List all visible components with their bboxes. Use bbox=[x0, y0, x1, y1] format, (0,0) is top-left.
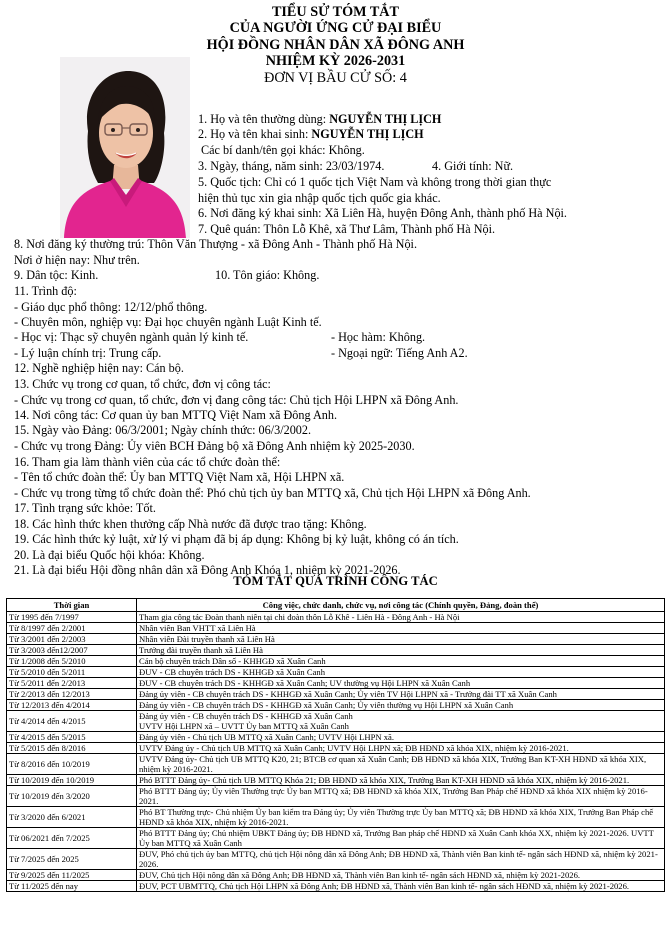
field-aliases: Các bí danh/tên gọi khác: Không. bbox=[201, 143, 365, 157]
field-birth-date: 3. Ngày, tháng, năm sinh: 23/03/1974. bbox=[198, 159, 385, 173]
table-row bbox=[7, 828, 665, 849]
table-row bbox=[7, 645, 665, 656]
field-education-heading: 11. Trình độ: bbox=[14, 284, 77, 298]
row-time: Từ 7/2025 đến 2025 bbox=[7, 849, 137, 870]
table-row bbox=[7, 700, 665, 711]
field-degree: - Học vị: Thạc sỹ chuyên ngành quản lý kinh tế. bbox=[14, 330, 249, 344]
electoral-unit: ĐƠN VỊ BẦU CỬ SỐ: 4 bbox=[264, 70, 407, 86]
common-name-value: NGUYỄN THỊ LỊCH bbox=[329, 112, 442, 126]
field-common-name: 1. Họ và tên thường dùng: NGUYỄN THỊ LỊCH bbox=[198, 112, 442, 126]
field-ethnicity: 9. Dân tộc: Kinh. bbox=[14, 268, 99, 282]
field-political-theory: - Lý luận chính trị: Trung cấp. bbox=[14, 346, 162, 360]
field-gender: 4. Giới tính: Nữ. bbox=[432, 159, 514, 173]
field-party-position: - Chức vụ trong Đảng: Ủy viên BCH Đảng bộ xã Đông Anh nhiệm kỳ 2025-2030. bbox=[14, 439, 415, 453]
row-time: Từ 3/2003 đến12/2007 bbox=[7, 645, 137, 656]
field-nationality: 5. Quốc tịch: Chỉ có 1 quốc tịch Việt Nam và không trong thời gian thực bbox=[198, 175, 552, 189]
table-row bbox=[7, 667, 665, 678]
table-row bbox=[7, 807, 665, 828]
birth-name-value: NGUYỄN THỊ LỊCH bbox=[311, 127, 424, 141]
row-role: Phó BT Thường trực- Chủ nhiệm Ủy ban kiểm tra Đảng ủy; Ủy viên Thường trực Ủy ban MTTQ xã; ĐB HĐND xã khóa XIX, Trưởng Ban Pháp chế HĐND xã khóa XIX, nhiệm kỳ 2016-2021. bbox=[137, 807, 665, 828]
row-role: Cán bộ chuyên trách Dân số - KHHGĐ xã Xuân Canh bbox=[137, 656, 665, 667]
field-organization-names: - Tên tổ chức đoàn thể: Ủy ban MTTQ Việt Nam xã, Hội LHPN xã. bbox=[14, 470, 345, 484]
row-time: Từ 06/2021 đến 7/2025 bbox=[7, 828, 137, 849]
row-role: ĐUV - CB chuyên trách DS - KHHGĐ xã Xuân Canh bbox=[137, 667, 665, 678]
row-time: Từ 12/2013 đến 4/2014 bbox=[7, 700, 137, 711]
column-header-time: Thời gian bbox=[7, 599, 137, 612]
row-role: ĐUV, PCT UBMTTQ, Chủ tịch Hội LHPN xã Đông Anh; ĐB HĐND xã, Thành viên Ban kinh tế- ngân sách HĐND xã, nhiệm kỳ 2021-2026. bbox=[137, 881, 665, 892]
table-row bbox=[7, 870, 665, 881]
row-time: Từ 3/2020 đến 6/2021 bbox=[7, 807, 137, 828]
row-role: Nhân viên Ban VHTT xã Liên Hà bbox=[137, 623, 665, 634]
work-history-title: TÓM TẮT QUÁ TRÌNH CÔNG TÁC bbox=[233, 574, 438, 588]
row-role: ĐUV, Chủ tịch Hội nông dân xã Đông Anh; ĐB HĐND xã, Thành viên Ban kinh tế- ngân sách HĐND xã, nhiệm kỳ 2021-2026. bbox=[137, 870, 665, 881]
row-time: Từ 10/2019 đến 10/2019 bbox=[7, 775, 137, 786]
row-role: UVTV Đảng ủy- Chủ tịch UB MTTQ K20, 21; BTCB cơ quan xã Xuân Canh; ĐB HĐND xã khóa XIX, Trưởng Ban KT-XH HĐND xã khóa XIX, nhiệm kỳ 2016-2021. bbox=[137, 754, 665, 775]
row-role: Trưởng đài truyền thanh xã Liên Hà bbox=[137, 645, 665, 656]
table-row bbox=[7, 656, 665, 667]
row-role: Đảng ủy viên - Chủ tịch UB MTTQ xã Xuân Canh; UVTV Hội LHPN xã. bbox=[137, 732, 665, 743]
row-role: Tham gia công tác Đoàn thanh niên tại chi đoàn thôn Lỗ Khê - Liên Hà - Đông Anh - Hà Nội bbox=[137, 612, 665, 623]
row-time: Từ 5/2011 đến 2/2013 bbox=[7, 678, 137, 689]
council-name: HỘI ĐỒNG NHÂN DÂN XÃ ĐÔNG ANH bbox=[206, 37, 465, 53]
table-row bbox=[7, 849, 665, 870]
row-role: ĐUV, Phó chủ tịch ủy ban MTTQ, chủ tịch Hội nông dân xã Đông Anh; ĐB HĐND xã, Thành viên Ban kinh tế- ngân sách HĐND xã, nhiệm kỳ 2021-2026. bbox=[137, 849, 665, 870]
field-workplace: 14. Nơi công tác: Cơ quan ủy ban MTTQ Việt Nam xã Đông Anh. bbox=[14, 408, 338, 422]
table-row bbox=[7, 881, 665, 892]
field-current-position: - Chức vụ trong cơ quan, tổ chức, đơn vị đang công tác: Chủ tịch Hội LHPN xã Đông Anh. bbox=[14, 393, 459, 407]
table-row bbox=[7, 623, 665, 634]
row-time: Từ 1/2008 đến 5/2010 bbox=[7, 656, 137, 667]
field-birth-name: 2. Họ và tên khai sinh: NGUYỄN THỊ LỊCH bbox=[198, 127, 424, 141]
table-row bbox=[7, 711, 665, 732]
doc-title: TIỂU SỬ TÓM TẮT bbox=[271, 4, 400, 20]
row-time: Từ 4/2015 đến 5/2015 bbox=[7, 732, 137, 743]
row-time: Từ 5/2015 đến 8/2016 bbox=[7, 743, 137, 754]
row-time: Từ 5/2010 đến 5/2011 bbox=[7, 667, 137, 678]
row-role: Đảng ủy viên - CB chuyên trách DS - KHHGĐ xã Xuân Canh; Ủy viên thường vụ Hội LHPN xã Xuân Canh bbox=[137, 700, 665, 711]
work-history-table bbox=[6, 598, 665, 892]
field-permanent-residence: 8. Nơi đăng ký thường trú: Thôn Văn Thượng - xã Đông Anh - Thành phố Hà Nội. bbox=[14, 237, 417, 251]
portrait-icon bbox=[60, 57, 190, 238]
field-religion: 10. Tôn giáo: Không. bbox=[215, 268, 320, 282]
row-role: Đảng ủy viên - CB chuyên trách DS - KHHGĐ xã Xuân Canh; Ủy viên TV Hội LHPN xã - Trưởng đài TT xã Xuân Canh bbox=[137, 689, 665, 700]
row-role: Phó BTTT Đảng ủy- Chủ tịch UB MTTQ Khóa 21; ĐB HĐND xã khóa XIX, Trưởng Ban KT-XH HĐND xã khóa XIX, nhiệm kỳ 2016-2021. bbox=[137, 775, 665, 786]
field-general-education: - Giáo dục phổ thông: 12/12/phổ thông. bbox=[14, 300, 208, 314]
term: NHIỆM KỲ 2026-2031 bbox=[265, 53, 406, 69]
table-row bbox=[7, 732, 665, 743]
field-national-assembly: 20. Là đại biểu Quốc hội khóa: Không. bbox=[14, 548, 205, 562]
field-birth-registration: 6. Nơi đăng ký khai sinh: Xã Liên Hà, huyện Đông Anh, thành phố Hà Nội. bbox=[198, 206, 567, 220]
field-health: 17. Tình trạng sức khỏe: Tốt. bbox=[14, 501, 156, 515]
field-discipline: 19. Các hình thức kỷ luật, xử lý vi phạm đã bị áp dụng: Không bị kỷ luật, không có án tích. bbox=[14, 532, 459, 546]
field-profession: - Chuyên môn, nghiệp vụ: Đại học chuyên ngành Luật Kinh tế. bbox=[14, 315, 322, 329]
field-nationality-cont: hiện thủ tục xin gia nhập quốc tịch quốc gia khác. bbox=[198, 191, 441, 205]
row-role: Nhân viên Đài truyền thanh xã Liên Hà bbox=[137, 634, 665, 645]
table-row bbox=[7, 775, 665, 786]
table-row bbox=[7, 754, 665, 775]
field-academic-title: - Học hàm: Không. bbox=[331, 330, 426, 344]
row-time: Từ 1995 đến 7/1997 bbox=[7, 612, 137, 623]
candidate-portrait bbox=[60, 57, 190, 238]
table-row bbox=[7, 786, 665, 807]
row-time: Từ 11/2025 đến nay bbox=[7, 881, 137, 892]
table-row bbox=[7, 743, 665, 754]
row-time: Từ 9/2025 đến 11/2025 bbox=[7, 870, 137, 881]
row-time: Từ 10/2019 đến 3/2020 bbox=[7, 786, 137, 807]
field-hometown: 7. Quê quán: Thôn Lỗ Khê, xã Thư Lâm, Thành phố Hà Nội. bbox=[198, 222, 496, 236]
row-time: Từ 4/2014 đến 4/2015 bbox=[7, 711, 137, 732]
column-header-role: Công việc, chức danh, chức vụ, nơi công tác (Chính quyền, Đảng, đoàn thể) bbox=[137, 599, 665, 612]
table-header-row bbox=[7, 599, 665, 612]
doc-subtitle: CỦA NGƯỜI ỨNG CỬ ĐẠI BIỂU bbox=[229, 20, 442, 36]
row-role: UVTV Đảng ủy - Chủ tịch UB MTTQ xã Xuân Canh; UVTV Hội LHPN xã; ĐB HĐND xã khóa XIX, nhiệm kỳ 2016-2021. bbox=[137, 743, 665, 754]
table-row bbox=[7, 612, 665, 623]
field-foreign-language: - Ngoại ngữ: Tiếng Anh A2. bbox=[331, 346, 468, 360]
table-row bbox=[7, 689, 665, 700]
row-role: Phó BTTT Đảng ủy; Chủ nhiệm UBKT Đảng ủy; ĐB HĐND xã, Trưởng Ban pháp chế HĐND xã Xuân Canh khóa XX, nhiệm kỳ 2021-2026. UVTT Ủy ban MTTQ xã Xuân Canh bbox=[137, 828, 665, 849]
row-time: Từ 2/2013 đến 12/2013 bbox=[7, 689, 137, 700]
field-current-residence: Nơi ở hiện nay: Như trên. bbox=[14, 253, 140, 267]
field-position-heading: 13. Chức vụ trong cơ quan, tổ chức, đơn vị công tác: bbox=[14, 377, 271, 391]
field-party-dates: 15. Ngày vào Đảng: 06/3/2001; Ngày chính thức: 06/3/2002. bbox=[14, 423, 312, 437]
field-organization-roles: - Chức vụ trong từng tổ chức đoàn thể: Phó chủ tịch ủy ban MTTQ xã, Chủ tịch Hội LHPN xã Đông Anh. bbox=[14, 486, 531, 500]
row-time: Từ 3/2001 đến 2/2003 bbox=[7, 634, 137, 645]
table-row bbox=[7, 678, 665, 689]
field-council-member: 21. Là đại biểu Hội đồng nhân dân xã Đông Anh Khóa 1, nhiệm kỳ 2021-2026. bbox=[14, 563, 401, 577]
row-role: ĐUV - CB chuyên trách DS - KHHGĐ xã Xuân Canh; UV thường vụ Hội LHPN xã Xuân Canh bbox=[137, 678, 665, 689]
field-organizations-heading: 16. Tham gia làm thành viên của các tổ chức đoàn thể: bbox=[14, 455, 281, 469]
field-awards: 18. Các hình thức khen thưởng cấp Nhà nước đã được trao tặng: Không. bbox=[14, 517, 367, 531]
row-time: Từ 8/2016 đến 10/2019 bbox=[7, 754, 137, 775]
row-role: Phó BTTT Đảng ủy; Ủy viên Thường trực Ủy ban MTTQ xã; ĐB HĐND xã khóa XIX, Trưởng Ban Pháp chế HĐND xã khóa XIX nhiệm kỳ 2016-2021. bbox=[137, 786, 665, 807]
field-occupation: 12. Nghề nghiệp hiện nay: Cán bộ. bbox=[14, 361, 184, 375]
row-role: Đảng ủy viên - CB chuyên trách DS - KHHGĐ xã Xuân Canh UVTV Hội LHPN xã – UVTT Ủy ban MTTQ xã Xuân Canh bbox=[137, 711, 665, 732]
table-row bbox=[7, 634, 665, 645]
row-time: Từ 8/1997 đến 2/2001 bbox=[7, 623, 137, 634]
work-history-body bbox=[7, 612, 665, 892]
